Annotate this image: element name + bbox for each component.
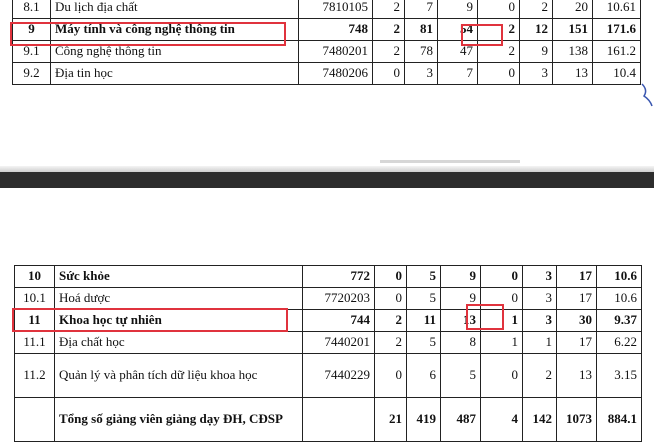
cell-c5: 12 <box>520 19 553 41</box>
cell-c2: 78 <box>405 41 438 63</box>
cell-c2: 11 <box>407 310 441 332</box>
cell-c5: 2 <box>523 354 557 398</box>
cell-code: 7480201 <box>299 41 373 63</box>
cell-stt: 8.1 <box>13 0 51 19</box>
cell-c7: 3.15 <box>597 354 642 398</box>
cell-c7: 161.2 <box>593 41 641 63</box>
cell-c6: 30 <box>557 310 597 332</box>
cell-stt: 9 <box>13 19 51 41</box>
cell-c3: 9 <box>438 0 478 19</box>
cell-c3: 47 <box>438 41 478 63</box>
cell-c6: 13 <box>553 63 593 85</box>
cell-c2: 5 <box>407 288 441 310</box>
table-row <box>15 354 642 398</box>
cell-c7: 10.61 <box>593 0 641 19</box>
cell-c2: 7 <box>405 0 438 19</box>
cell-c7: 6.22 <box>597 332 642 354</box>
cell-c1: 2 <box>373 0 405 19</box>
cell-c3: 13 <box>441 310 481 332</box>
table-row <box>15 266 642 288</box>
cell-c4: 0 <box>478 0 520 19</box>
cell-c6: 1073 <box>557 398 597 442</box>
cell-name: Sức khỏe <box>55 266 303 288</box>
cell-name: Hoá dược <box>55 288 303 310</box>
cell-code: 744 <box>303 310 375 332</box>
cell-stt <box>15 398 55 442</box>
cell-code: 7440229 <box>303 354 375 398</box>
table-row <box>15 310 642 332</box>
cell-c3: 8 <box>441 332 481 354</box>
cell-c4: 2 <box>478 41 520 63</box>
cell-c3: 9 <box>441 288 481 310</box>
cell-c4: 0 <box>481 288 523 310</box>
cell-c5: 2 <box>520 0 553 19</box>
cell-c6: 151 <box>553 19 593 41</box>
cell-c1: 0 <box>373 63 405 85</box>
cell-c3: 54 <box>438 19 478 41</box>
cell-name: Công nghệ thông tin <box>51 41 299 63</box>
cell-c6: 17 <box>557 332 597 354</box>
cell-c1: 0 <box>375 288 407 310</box>
cell-c4: 1 <box>481 332 523 354</box>
cell-c7: 171.6 <box>593 19 641 41</box>
table-row <box>15 288 642 310</box>
cell-name: Địa chất học <box>55 332 303 354</box>
cell-c5: 9 <box>520 41 553 63</box>
cell-c2: 5 <box>407 266 441 288</box>
cell-c4: 0 <box>481 266 523 288</box>
cell-name: Địa tin học <box>51 63 299 85</box>
cell-name: Du lịch địa chất <box>51 0 299 19</box>
cell-c3: 9 <box>441 266 481 288</box>
cell-c4: 0 <box>481 354 523 398</box>
cell-stt: 11.2 <box>15 354 55 398</box>
cell-c5: 142 <box>523 398 557 442</box>
cell-c6: 17 <box>557 288 597 310</box>
cell-code: 7480206 <box>299 63 373 85</box>
cell-c2: 81 <box>405 19 438 41</box>
cell-stt: 9.2 <box>13 63 51 85</box>
cell-c1: 0 <box>375 266 407 288</box>
cell-stt: 10 <box>15 266 55 288</box>
cell-c3: 5 <box>441 354 481 398</box>
cell-c4: 2 <box>478 19 520 41</box>
cell-c7: 10.6 <box>597 288 642 310</box>
cell-stt: 9.1 <box>13 41 51 63</box>
cell-stt: 11.1 <box>15 332 55 354</box>
cell-c1: 2 <box>373 19 405 41</box>
cell-c3: 7 <box>438 63 478 85</box>
scan-dark-band <box>0 172 654 188</box>
cell-code: 7440201 <box>303 332 375 354</box>
cell-code: 7720203 <box>303 288 375 310</box>
cell-code: 748 <box>299 19 373 41</box>
table-row <box>13 19 641 41</box>
cell-code: 772 <box>303 266 375 288</box>
cell-stt: 10.1 <box>15 288 55 310</box>
cell-name: Máy tính và công nghệ thông tin <box>51 19 299 41</box>
cell-code <box>303 398 375 442</box>
table-row <box>13 41 641 63</box>
cell-c7: 9.37 <box>597 310 642 332</box>
cell-code: 7810105 <box>299 0 373 19</box>
cell-c2: 6 <box>407 354 441 398</box>
cell-c1: 0 <box>375 354 407 398</box>
cell-c6: 138 <box>553 41 593 63</box>
cell-name: Khoa học tự nhiên <box>55 310 303 332</box>
cell-c6: 17 <box>557 266 597 288</box>
cell-c1: 2 <box>375 332 407 354</box>
cell-c5: 3 <box>523 310 557 332</box>
cell-c2: 5 <box>407 332 441 354</box>
table-bottom <box>14 265 642 442</box>
cell-c5: 1 <box>523 332 557 354</box>
scan-smudge <box>380 160 520 163</box>
table-row <box>13 63 641 85</box>
pen-mark-icon <box>640 80 654 108</box>
cell-total-label: Tổng số giảng viên giảng dạy ĐH, CĐSP <box>55 398 303 442</box>
cell-name: Quản lý và phân tích dữ liệu khoa học <box>55 354 303 398</box>
cell-c1: 21 <box>375 398 407 442</box>
cell-c2: 3 <box>405 63 438 85</box>
cell-c6: 20 <box>553 0 593 19</box>
cell-c5: 3 <box>520 63 553 85</box>
cell-c7: 10.6 <box>597 266 642 288</box>
cell-c6: 13 <box>557 354 597 398</box>
cell-c4: 0 <box>478 63 520 85</box>
cell-c1: 2 <box>373 41 405 63</box>
cell-c2: 419 <box>407 398 441 442</box>
table-top <box>12 0 641 85</box>
cell-c5: 3 <box>523 288 557 310</box>
cell-c3: 487 <box>441 398 481 442</box>
table-row <box>15 332 642 354</box>
cell-c7: 10.4 <box>593 63 641 85</box>
cell-stt: 11 <box>15 310 55 332</box>
table-total-row <box>15 398 642 442</box>
cell-c1: 2 <box>375 310 407 332</box>
cell-c7: 884.1 <box>597 398 642 442</box>
cell-c4: 1 <box>481 310 523 332</box>
table-row <box>13 0 641 19</box>
cell-c5: 3 <box>523 266 557 288</box>
cell-c4: 4 <box>481 398 523 442</box>
